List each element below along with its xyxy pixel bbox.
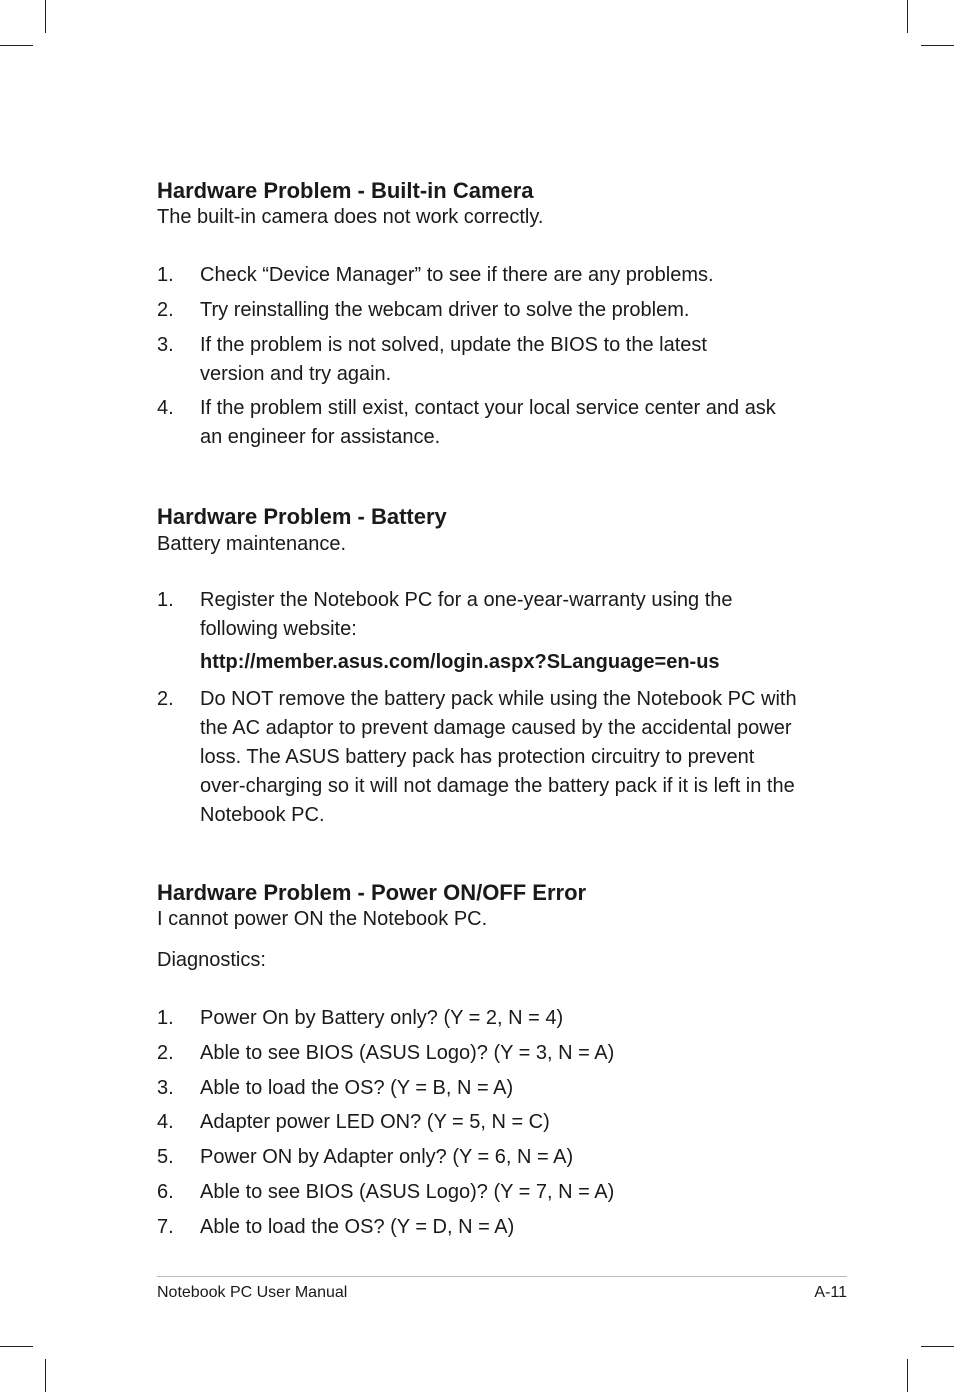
list-number: 3. bbox=[157, 1077, 174, 1099]
crop-mark bbox=[907, 0, 908, 33]
list-number: 1. bbox=[157, 589, 174, 611]
registration-url-link[interactable]: http://member.asus.com/login.aspx?SLanguage=en-us bbox=[200, 651, 720, 673]
crop-mark bbox=[45, 1359, 46, 1392]
diagnostics-label: Diagnostics: bbox=[157, 949, 266, 971]
crop-mark bbox=[0, 45, 33, 46]
section-intro-camera: The built-in camera does not work correctly. bbox=[157, 206, 544, 228]
list-number: 7. bbox=[157, 1216, 174, 1238]
list-text: Power On by Battery only? (Y = 2, N = 4) bbox=[200, 1007, 564, 1029]
section-intro-power: I cannot power ON the Notebook PC. bbox=[157, 908, 488, 930]
list-text: Able to see BIOS (ASUS Logo)? (Y = 3, N = A) bbox=[200, 1042, 615, 1064]
list-number: 6. bbox=[157, 1181, 174, 1203]
list-text: Able to see BIOS (ASUS Logo)? (Y = 7, N = A) bbox=[200, 1181, 615, 1203]
list-number: 5. bbox=[157, 1146, 174, 1168]
list-number: 2. bbox=[157, 688, 174, 710]
list-text: Power ON by Adapter only? (Y = 6, N = A) bbox=[200, 1146, 574, 1168]
list-number: 1. bbox=[157, 1007, 174, 1029]
list-text: Able to load the OS? (Y = B, N = A) bbox=[200, 1077, 514, 1099]
crop-mark bbox=[45, 0, 46, 33]
list-text: If the problem still exist, contact your local service center and ask an engineer for assistance. bbox=[200, 397, 776, 448]
footer-manual-title: Notebook PC User Manual bbox=[157, 1284, 348, 1301]
list-text: Register the Notebook PC for a one-year-warranty using the following website: bbox=[200, 589, 733, 640]
section-intro-battery: Battery maintenance. bbox=[157, 533, 346, 555]
crop-mark bbox=[0, 1346, 33, 1347]
list-text: If the problem is not solved, update the BIOS to the latest version and try again. bbox=[200, 334, 707, 385]
list-number: 2. bbox=[157, 1042, 174, 1064]
list-text: Try reinstalling the webcam driver to solve the problem. bbox=[200, 299, 690, 321]
list-number: 3. bbox=[157, 334, 174, 356]
crop-mark bbox=[907, 1359, 908, 1392]
list-text: Do NOT remove the battery pack while using the Notebook PC with the AC adaptor to prevent damage caused by the accidental power loss. The ASUS battery pack has protection circuitry to prevent over-charging so it will not damage the battery pack if it is left in the Notebook PC. bbox=[200, 688, 797, 826]
list-number: 4. bbox=[157, 397, 174, 419]
page-number: A-11 bbox=[814, 1284, 847, 1301]
list-text: Able to load the OS? (Y = D, N = A) bbox=[200, 1216, 515, 1238]
list-text: Adapter power LED ON? (Y = 5, N = C) bbox=[200, 1111, 550, 1133]
list-number: 4. bbox=[157, 1111, 174, 1133]
list-number: 2. bbox=[157, 299, 174, 321]
section-title-camera: Hardware Problem - Built-in Camera bbox=[157, 178, 534, 203]
section-title-power: Hardware Problem - Power ON/OFF Error bbox=[157, 880, 587, 905]
list-number: 1. bbox=[157, 264, 174, 286]
list-text: Check “Device Manager” to see if there are any problems. bbox=[200, 264, 714, 286]
crop-mark bbox=[921, 45, 954, 46]
crop-mark bbox=[921, 1346, 954, 1347]
footer-divider bbox=[157, 1276, 847, 1277]
section-title-battery: Hardware Problem - Battery bbox=[157, 504, 447, 529]
